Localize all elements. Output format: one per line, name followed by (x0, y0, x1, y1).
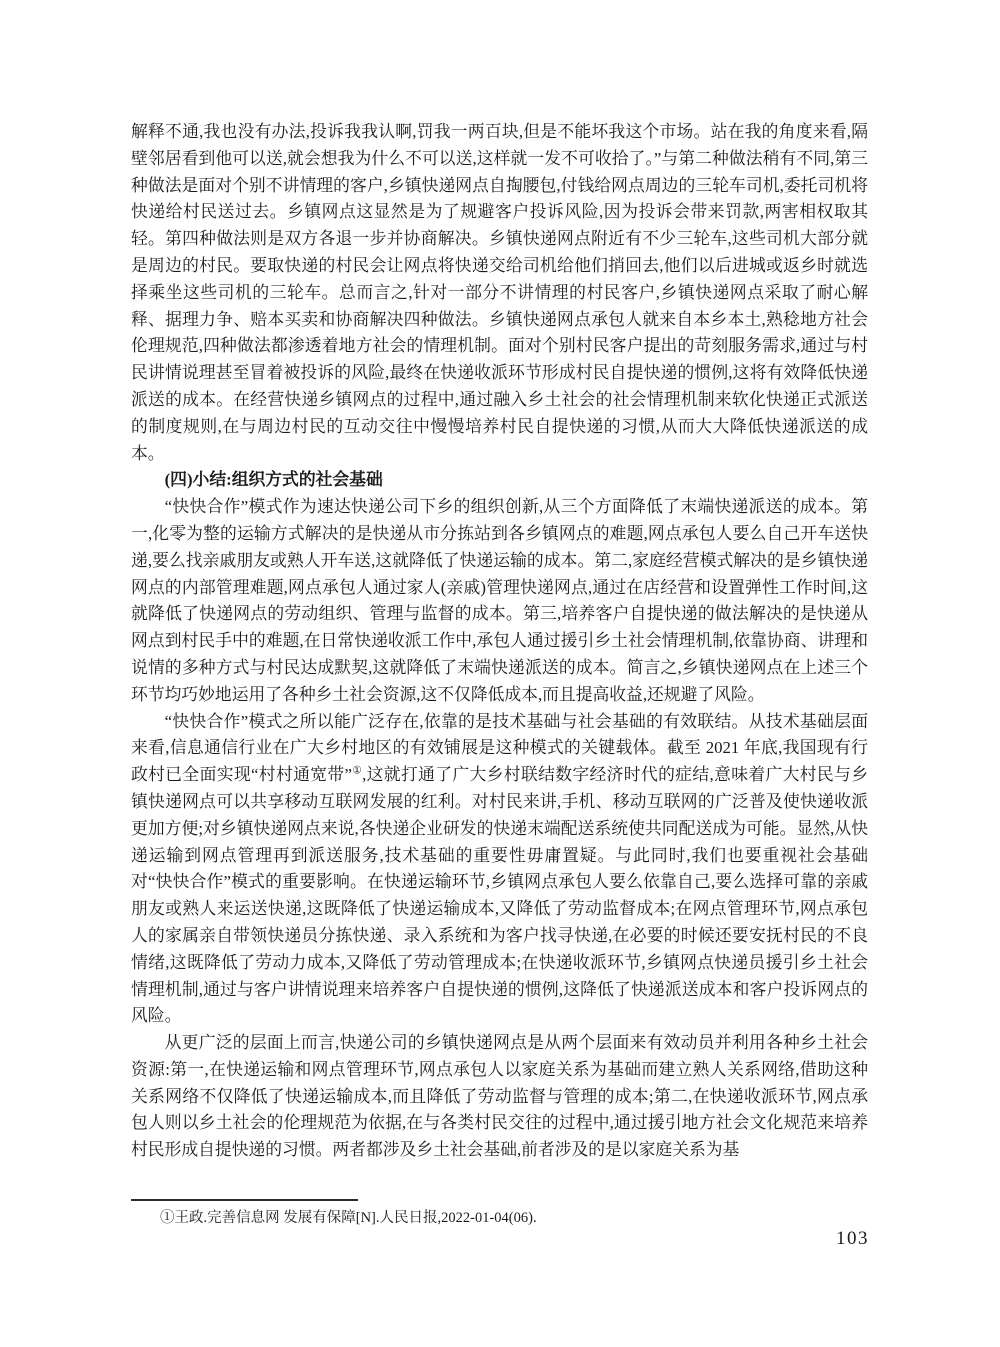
article-body (131, 119, 868, 1164)
paragraph-broader: 从更广泛的层面上而言,快递公司的乡镇快递网点是从两个层面来有效动员并利用各种乡土社会资源:第一,在快递运输和网点管理环节,网点承包人以家庭关系为基础而建立熟人关系网络,借助这种关系网络不仅降低了快递运输成本,而且降低了劳动监督与管理的成本;第二,在快递收派环节,网点承包人则以乡土社会的伦理规范为依据,在与各类村民交往的过程中,通过援引地方社会文化规范来培养村民形成自提快递的习惯。两者都涉及乡土社会基础,前者涉及的是以家庭关系为基 (131, 1033, 868, 1160)
paragraph-summary: “快快合作”模式作为速达快递公司下乡的组织创新,从三个方面降低了末端快递派送的成本。第一,化零为整的运输方式解决的是快递从市分拣站到各乡镇网点的难题,网点承包人要么自己开车送快递,要么找亲戚朋友或熟人开车送,这就降低了快递运输的成本。第二,家庭经营模式解决的是乡镇快递网点的内部管理难题,网点承包人通过家人(亲戚)管理快递网点,通过在店经营和设置弹性工作时间,这就降低了快递网点的劳动组织、管理与监督的成本。第三,培养客户自提快递的做法解决的是快递从网点到村民手中的难题,在日常快递收派工作中,承包人通过援引乡土社会情理机制,依靠协商、讲理和说情的多种方式与村民达成默契,这就降低了末端快递派送的成本。简言之,乡镇快递网点在上述三个环节均巧妙地运用了各种乡土社会资源,这不仅降低成本,而且提高收益,还规避了风险。 (131, 497, 868, 704)
footnote-area (131, 1199, 868, 1228)
footnote-text: ①王政.完善信息网 发展有保障[N].人民日报,2022-01-04(06). (160, 1210, 537, 1226)
footnote-reference-mark: ① (351, 765, 363, 777)
page-number: 103 (836, 1228, 869, 1249)
section-heading: (四)小结:组织方式的社会基础 (164, 470, 383, 490)
paragraph-foundation-text-after-note: ,这就打通了广大乡村联结数字经济时代的症结,意味着广大村民与乡镇快递网点可以共享移动互联网发展的红利。对村民来讲,手机、移动互联网的广泛普及使快递收派更加方便;对乡镇快递网点来说,各快递企业研发的快递末端配送系统使共同配送成为可能。显然,从快递运输到网点管理再到派送服务,技术基础的重要性毋庸置疑。与此同时,我们也要重视社会基础对“快快合作”模式的重要影响。在快递运输环节,乡镇网点承包人要么依靠自己,要么选择可靠的亲戚朋友或熟人来运送快递,这既降低了快递运输成本,又降低了劳动监督成本;在网点管理环节,网点承包人的家属亲自带领快递员分拣快递、录入系统和为客户找寻快递,在必要的时候还要安抚村民的不良情绪,这既降低了劳动力成本,又降低了劳动管理成本;在快递收派环节,乡镇网点快递员援引乡土社会情理机制,通过与客户讲情说理来培养客户自提快递的惯例,这降低了快递派送成本和客户投诉网点的风险。 (131, 765, 868, 1026)
paragraph-foundation-text-before-note: “快快合作”模式之所以能广泛存在,依靠的是技术基础与社会基础的有效联结。从技术基础层面来看,信息通信行业在广大乡村地区的有效铺展是这种模式的关键载体。截至 2021 年底,我国现有行政村已全面实现“村村通宽带” (131, 711, 868, 785)
footnote-divider (131, 1199, 358, 1201)
paragraph-foundation (131, 709, 868, 1031)
paragraph-continuation: 解释不通,我也没有办法,投诉我我认啊,罚我一两百块,但是不能坏我这个市场。站在我的角度来看,隔壁邻居看到他可以送,就会想我为什么不可以送,这样就一发不可收拾了。”与第二种做法稍有不同,第三种做法是面对个别不讲情理的客户,乡镇快递网点自掏腰包,付钱给网点周边的三轮车司机,委托司机将快递给村民送过去。乡镇网点这显然是为了规避客户投诉风险,因为投诉会带来罚款,两害相权取其轻。第四种做法则是双方各退一步并协商解决。乡镇快递网点附近有不少三轮车,这些司机大部分就是周边的村民。要取快递的村民会让网点将快递交给司机给他们捎回去,他们以后进城或返乡时就选择乘坐这些司机的三轮车。总而言之,针对一部分不讲情理的村民客户,乡镇快递网点采取了耐心解释、据理力争、赔本买卖和协商解决四种做法。乡镇快递网点承包人就来自本乡本土,熟稔地方社会伦理规范,四种做法都渗透着地方社会的情理机制。面对个别村民客户提出的苛刻服务需求,通过与村民讲情说理甚至冒着被投诉的风险,最终在快递收派环节形成村民自提快递的惯例,这将有效降低快递派送的成本。在经营快递乡镇网点的过程中,通过融入乡土社会的社会情理机制来软化快递正式派送的制度规则,在与周边村民的互动交往中慢慢培养村民自提快递的习惯,从而大大降低快递派送的成本。 (131, 122, 868, 463)
